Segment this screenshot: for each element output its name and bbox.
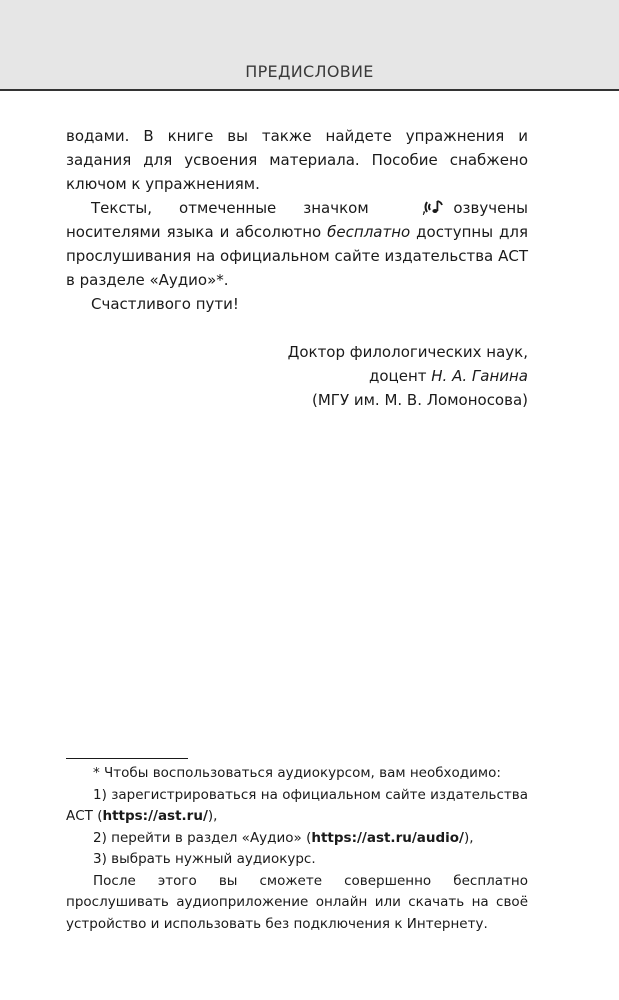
signature-name: Н. А. Ганина [431, 367, 528, 385]
audio-sound-icon [398, 198, 420, 214]
page-header [0, 0, 619, 91]
paragraph-farewell: Счастливого пути! [91, 295, 239, 313]
footnote-step-1-text: 1) зарегистрироваться на официальном сайте издательства АСТ ( [66, 786, 528, 824]
emphasis-free: бесплатно [327, 223, 411, 241]
signature-affiliation: (МГУ им. М. В. Ломоносова) [312, 391, 528, 409]
page-title: ПРЕДИСЛОВИЕ [245, 62, 374, 81]
footnote-step-1-end: ), [207, 808, 218, 824]
main-text [66, 124, 528, 412]
footnote-step-2-text: 2) перейти в раздел «Аудио» ( [93, 829, 312, 846]
footnote-divider [66, 758, 188, 759]
footnote-step-1 [66, 785, 528, 828]
ast-link[interactable]: https://ast.ru/ [102, 808, 208, 824]
signature-author [66, 364, 528, 388]
paragraph-audio-text-mid: , озвучены носителями языка и абсолютно [66, 199, 528, 241]
footnote [66, 763, 528, 935]
signature-position: доцент [368, 367, 432, 385]
paragraph-continuation: водами. В книге вы также найдете упражнения и задания для усвоения материала. Пособие снабжено ключом к упражнениям. [66, 127, 528, 193]
footnote-step-2 [66, 828, 528, 850]
ast-audio-link[interactable]: https://ast.ru/audio/ [311, 829, 464, 846]
signature-degree: Доктор филологических наук, [287, 343, 528, 361]
signature-block [66, 340, 528, 412]
footnote-outro: После этого вы сможете совершенно бесплатно прослушивать аудиоприложение онлайн или скачать на своё устройство и использовать без подключения к Интернету. [66, 872, 528, 932]
paragraph-audio-info [66, 196, 528, 292]
paragraph-audio-text-start: Тексты, отмеченные значком [91, 199, 369, 217]
footnote-step-2-end: ), [463, 829, 474, 846]
footnote-step-3: 3) выбрать нужный аудиокурс. [93, 851, 316, 867]
footnote-intro: * Чтобы воспользоваться аудиокурсом, вам необходимо: [93, 765, 501, 781]
paragraph-audio-text-end: доступны для прослушивания на официальном сайте издательства АСТ в разделе «Аудио»*. [66, 223, 528, 289]
